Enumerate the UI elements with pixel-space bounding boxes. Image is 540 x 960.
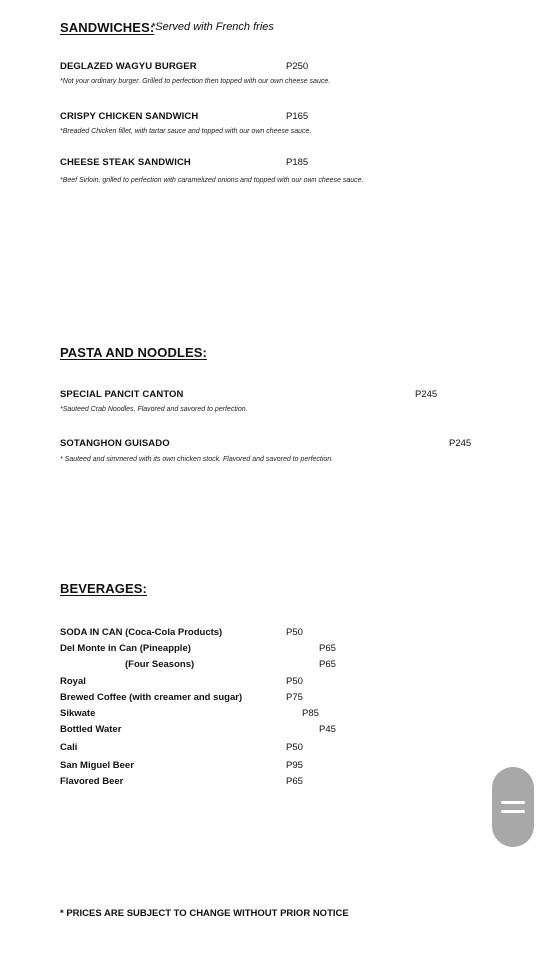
price-notice: * PRICES ARE SUBJECT TO CHANGE WITHOUT PRIOR NOTICE — [60, 908, 349, 919]
beverage-price: P50 — [286, 676, 303, 687]
beverage-name: Royal — [60, 676, 86, 687]
sandwiches-note: *Served with French fries — [151, 21, 274, 33]
beverage-price: P65 — [319, 659, 336, 670]
item-name: SPECIAL PANCIT CANTON — [60, 389, 184, 400]
scroll-handle-button[interactable] — [492, 767, 534, 847]
pasta-heading: PASTA AND NOODLES: — [60, 345, 207, 360]
beverage-name: Brewed Coffee (with creamer and sugar) — [60, 692, 243, 703]
item-description: *Beef Sirloin, grilled to perfection with caramelized onions and topped with our own cheese sauce. — [60, 177, 364, 184]
beverage-price: P65 — [286, 776, 303, 787]
item-name: DEGLAZED WAGYU BURGER — [60, 61, 197, 72]
item-description: *Breaded Chicken fillet, with tartar sauce and topped with our own cheese sauce. — [60, 128, 312, 135]
item-description: *Not your ordinary burger. Grilled to perfection then topped with our own cheese sauce. — [60, 78, 331, 85]
item-description: * Sauteed and simmered with its own chicken stock. Flavored and savored to perfection. — [60, 456, 334, 463]
item-name: CHEESE STEAK SANDWICH — [60, 157, 191, 168]
beverages-heading: BEVERAGES: — [60, 581, 147, 596]
beverage-name: San Miguel Beer — [60, 760, 134, 771]
item-price: P250 — [286, 61, 309, 72]
beverage-name: Bottled Water — [60, 724, 122, 735]
beverage-price: P75 — [286, 692, 303, 703]
item-description: *Sauteed Crab Noodles, Flavored and savored to perfection. — [60, 406, 248, 413]
sandwiches-heading — [60, 20, 154, 35]
item-price: P245 — [449, 438, 472, 449]
beverage-name: Cali — [60, 742, 78, 753]
beverage-name: Flavored Beer — [60, 776, 124, 787]
sandwiches-heading-text: SANDWICHES: — [60, 20, 155, 35]
beverage-name: SODA IN CAN (Coca-Cola Products) — [60, 627, 223, 638]
beverage-name: (Four Seasons) — [125, 659, 195, 670]
beverage-price: P65 — [319, 643, 336, 654]
item-price: P165 — [286, 111, 309, 122]
beverage-name: Del Monte in Can (Pineapple) — [60, 643, 191, 654]
beverage-name: Sikwate — [60, 708, 96, 719]
beverage-price: P95 — [286, 760, 303, 771]
beverage-price: P85 — [302, 708, 319, 719]
beverage-price: P50 — [286, 627, 303, 638]
item-price: P185 — [286, 157, 309, 168]
beverage-price: P50 — [286, 742, 303, 753]
beverage-price: P45 — [319, 724, 336, 735]
item-name: CRISPY CHICKEN SANDWICH — [60, 111, 199, 122]
item-name: SOTANGHON GUISADO — [60, 438, 170, 449]
item-price: P245 — [415, 389, 438, 400]
